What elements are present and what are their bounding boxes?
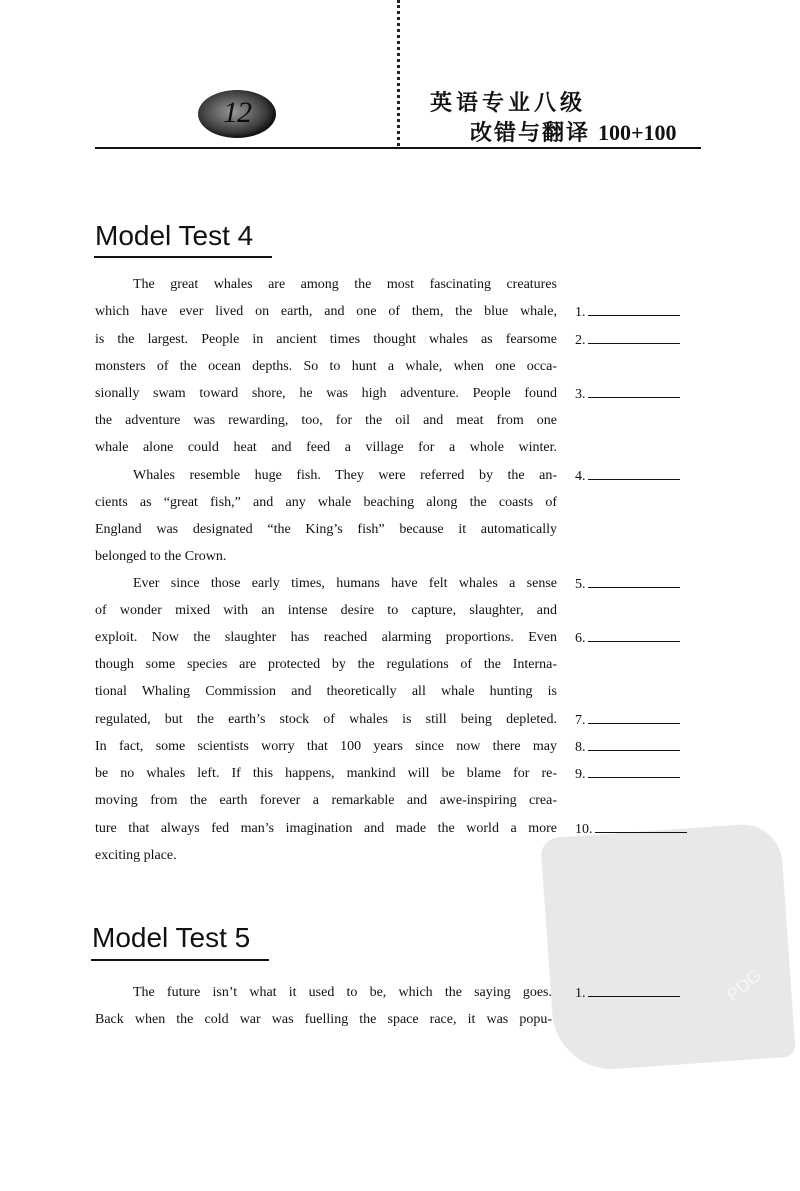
answer-blank-3 bbox=[575, 384, 680, 404]
text-line: exciting place. bbox=[95, 848, 177, 863]
answer-number: 1. bbox=[575, 305, 586, 320]
answer-blank-2 bbox=[575, 330, 680, 350]
text-line: moving from the earth forever a remarkable and awe-inspiring crea- bbox=[95, 793, 557, 808]
text-line: exploit. Now the slaughter has reached alarming proportions. Even bbox=[95, 630, 557, 645]
answer-number: 6. bbox=[575, 631, 586, 646]
section-heading-test5: Model Test 5 bbox=[92, 922, 251, 953]
text-line: monsters of the ocean depths. So to hunt a whale, when one occa- bbox=[95, 359, 557, 374]
answer-underline bbox=[588, 384, 680, 398]
text-line: In fact, some scientists worry that 100 years since now there may bbox=[95, 739, 557, 754]
answer-number: 2. bbox=[575, 333, 586, 348]
text-line: whale alone could heat and feed a village for a whole winter. bbox=[95, 440, 557, 455]
answer-number: 1. bbox=[575, 986, 586, 1001]
page-number: 12 bbox=[223, 96, 251, 129]
answer-underline bbox=[588, 764, 680, 778]
text-line: be no whales left. If this happens, mankind will be blame for re- bbox=[95, 766, 557, 781]
text-line: Ever since those early times, humans have felt whales a sense bbox=[133, 576, 557, 591]
text-line: tional Whaling Commission and theoretically all whale hunting is bbox=[95, 684, 557, 699]
text-line: of wonder mixed with an intense desire to capture, slaughter, and bbox=[95, 603, 557, 618]
answer-underline bbox=[588, 983, 680, 997]
answer-blank-1 bbox=[575, 302, 680, 322]
answer-underline bbox=[588, 710, 680, 724]
text-line: is the largest. People in ancient times thought whales as fearsome bbox=[95, 332, 557, 347]
book-title-line2-number: 100+100 bbox=[598, 120, 677, 145]
answer-blank-9 bbox=[575, 764, 680, 784]
answer-blank-7 bbox=[575, 710, 680, 730]
answer-blank-5 bbox=[575, 574, 680, 594]
section-heading-underline bbox=[91, 959, 269, 961]
answer-blank-1 bbox=[575, 983, 680, 1003]
answer-underline bbox=[588, 737, 680, 751]
answer-blank-10 bbox=[575, 819, 687, 839]
book-title-line2-text: 改错与翻译 bbox=[470, 120, 591, 146]
text-line: The future isn’t what it used to be, which the saying goes. bbox=[133, 985, 552, 1000]
answer-number: 10. bbox=[575, 822, 593, 837]
answer-underline bbox=[588, 628, 680, 642]
book-title-line2 bbox=[470, 116, 677, 147]
answer-underline bbox=[595, 819, 687, 833]
answer-underline bbox=[588, 302, 680, 316]
text-line: England was designated “the King’s fish” because it automatically bbox=[95, 522, 557, 537]
answer-number: 3. bbox=[575, 387, 586, 402]
answer-number: 8. bbox=[575, 740, 586, 755]
answer-blank-4 bbox=[575, 466, 680, 486]
text-line: belonged to the Crown. bbox=[95, 549, 227, 564]
text-line: though some species are protected by the regulations of the Interna- bbox=[95, 657, 557, 672]
text-line: which have ever lived on earth, and one of them, the blue whale, bbox=[95, 304, 557, 319]
text-line: Back when the cold war was fuelling the space race, it was popu- bbox=[95, 1012, 552, 1027]
text-line: The great whales are among the most fascinating creatures bbox=[133, 277, 557, 292]
text-line: Whales resemble huge fish. They were referred by the an- bbox=[133, 468, 557, 483]
page-number-badge bbox=[198, 90, 276, 138]
section-heading-test4: Model Test 4 bbox=[95, 220, 254, 251]
answer-number: 7. bbox=[575, 713, 586, 728]
book-title-line1: 英语专业八级 bbox=[430, 90, 587, 116]
answer-blank-6 bbox=[575, 628, 680, 648]
text-line: sionally swam toward shore, he was high adventure. People found bbox=[95, 386, 557, 401]
text-line: the adventure was rewarding, too, for the oil and meat from one bbox=[95, 413, 557, 428]
text-line: ture that always fed man’s imagination and made the world a more bbox=[95, 821, 557, 836]
header-rule bbox=[95, 147, 701, 149]
watermark-text: PDG bbox=[722, 964, 766, 1006]
answer-underline bbox=[588, 466, 680, 480]
answer-number: 5. bbox=[575, 577, 586, 592]
answer-blank-8 bbox=[575, 737, 680, 757]
answer-number: 4. bbox=[575, 469, 586, 484]
answer-underline bbox=[588, 330, 680, 344]
answer-number: 9. bbox=[575, 767, 586, 782]
answer-underline bbox=[588, 574, 680, 588]
text-line: cients as “great fish,” and any whale beaching along the coasts of bbox=[95, 495, 557, 510]
text-line: regulated, but the earth’s stock of whales is still being depleted. bbox=[95, 712, 557, 727]
header-dotted-divider bbox=[397, 0, 400, 146]
section-heading-underline bbox=[94, 256, 272, 258]
